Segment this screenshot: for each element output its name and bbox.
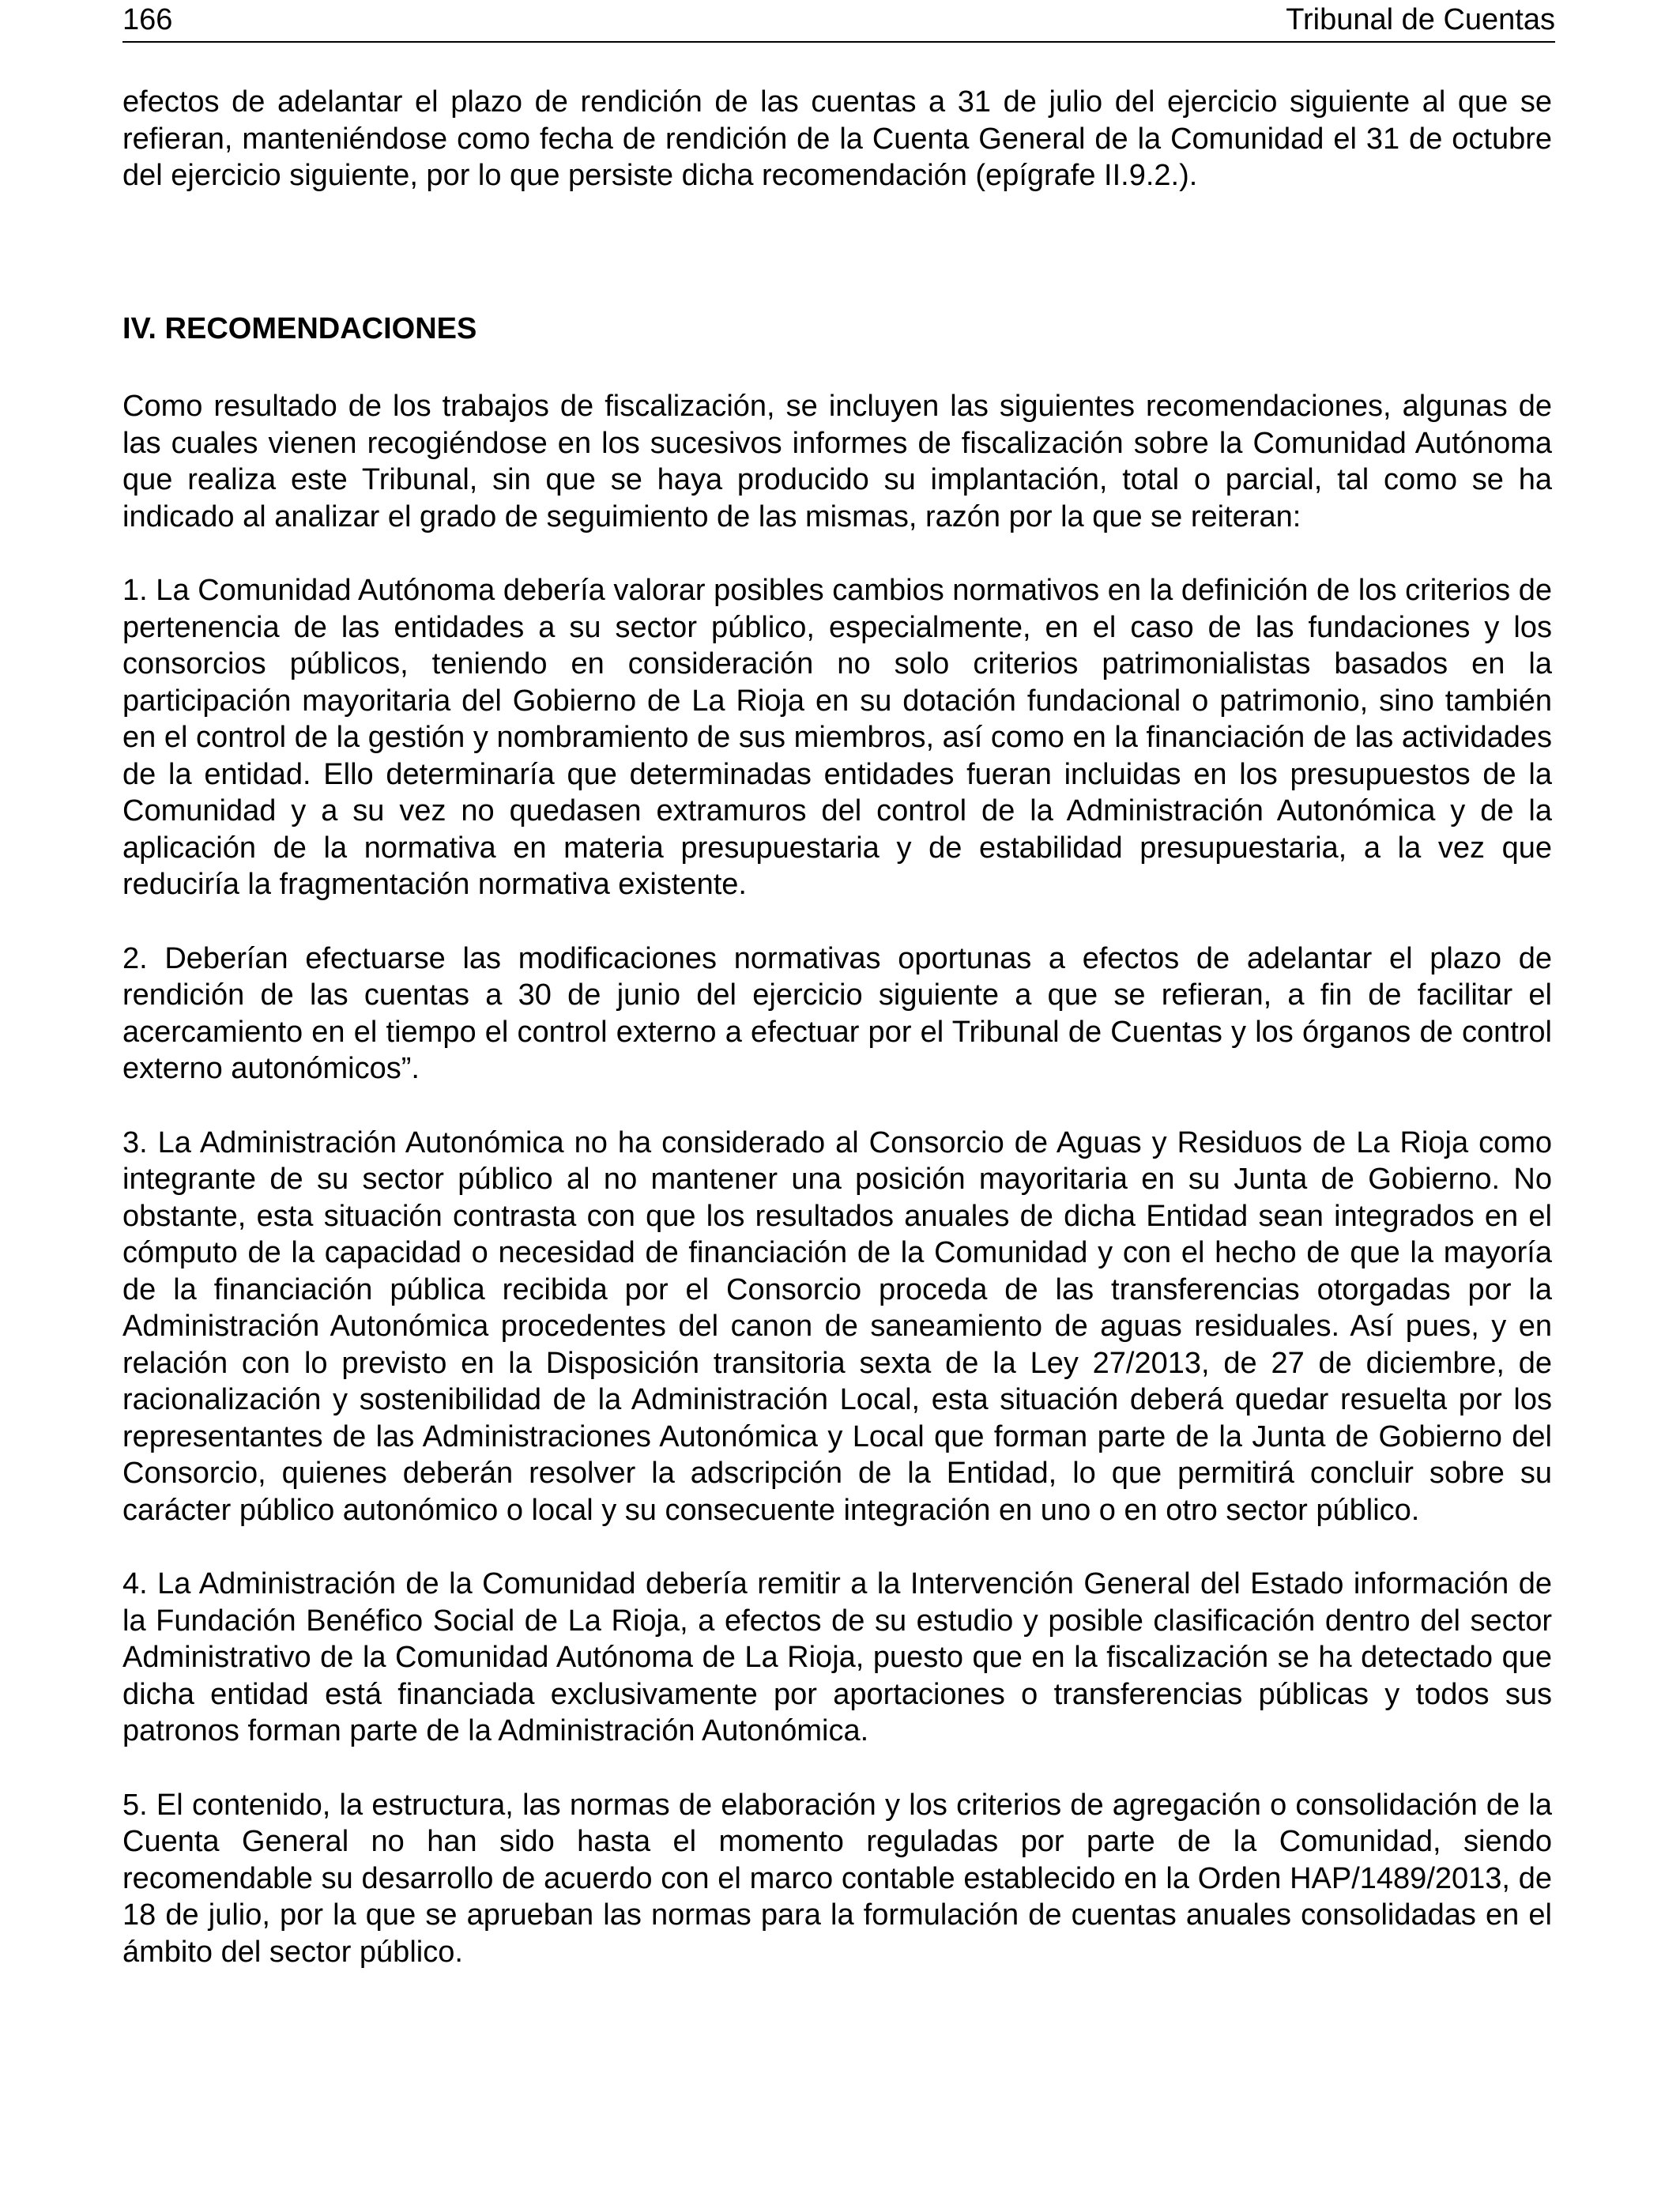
running-title: Tribunal de Cuentas bbox=[1286, 3, 1555, 36]
page-header bbox=[122, 0, 1555, 43]
page-body bbox=[122, 84, 1552, 2007]
section-intro-paragraph: Como resultado de los trabajos de fiscalización, se incluyen las siguientes recomendaciones, algunas de las cuales vienen recogiéndose en los sucesivos informes de fiscalización sobre la Comunidad Autónoma que realiza este Tribunal, sin que se haya producido su implantación, total o parcial, tal como se ha indicado al analizar el grado de seguimiento de las mismas, razón por la que se reiteran: bbox=[122, 390, 1552, 533]
continuation-paragraph: efectos de adelantar el plazo de rendición de las cuentas a 31 de julio del ejercicio siguiente al que se refieran, manteniéndose como fecha de rendición de la Cuenta General de la Comunidad el 31 de octubre del ejercicio siguiente, por lo que persiste dicha recomendación (epígrafe II.9.2.). bbox=[122, 85, 1552, 192]
section-heading: IV. RECOMENDACIONES bbox=[122, 311, 477, 345]
recommendation-4: 4. La Administración de la Comunidad debería remitir a la Intervención General del Estado información de la Fundación Benéfico Social de La Rioja, a efectos de su estudio y posible clasificación dentro del sector Administrativo de la Comunidad Autónoma de La Rioja, puesto que en la fiscalización se ha detectado que dicha entidad está financiada exclusivamente por aportaciones o transferencias públicas y todos sus patronos forman parte de la Administración Autonómica. bbox=[122, 1567, 1552, 1747]
recommendation-5: 5. El contenido, la estructura, las normas de elaboración y los criterios de agregación o consolidación de la Cuenta General no han sido hasta el momento reguladas por parte de la Comunidad, siendo recomendable su desarrollo de acuerdo con el marco contable establecido en la Orden HAP/1489/2013, de 18 de julio, por la que se aprueban las normas para la formulación de cuentas anuales consolidadas en el ámbito del sector público. bbox=[122, 1788, 1552, 1969]
recommendation-3: 3. La Administración Autonómica no ha considerado al Consorcio de Aguas y Residuos de La Rioja como integrante de su sector público al no mantener una posición mayoritaria en su Junta de Gobierno. No obstante, esta situación contrasta con que los resultados anuales de dicha Entidad sean integrados en el cómputo de la capacidad o necesidad de financiación de la Comunidad y con el hecho de que la mayoría de la financiación pública recibida por el Consorcio proceda de las transferencias otorgadas por la Administración Autonómica procedentes del canon de saneamiento de aguas residuales. Así pues, y en relación con lo previsto en la Disposición transitoria sexta de la Ley 27/2013, de 27 de diciembre, de racionalización y sostenibilidad de la Administración Local, esta situación deberá quedar resuelta por los representantes de las Administraciones Autonómica y Local que forman parte de la Junta de Gobierno del Consorcio, quienes deberán resolver la adscripción de la Entidad, lo que permitirá concluir sobre su carácter público autonómico o local y su consecuente integración en uno o en otro sector público. bbox=[122, 1125, 1552, 1527]
recommendation-1: 1. La Comunidad Autónoma debería valorar posibles cambios normativos en la definición de los criterios de pertenencia de las entidades a su sector público, especialmente, en el caso de las fundaciones y los consorcios públicos, teniendo en consideración no solo criterios patrimonialistas basados en la participación mayoritaria del Gobierno de La Rioja en su dotación fundacional o patrimonio, sino también en el control de la gestión y nombramiento de sus miembros, así como en la financiación de las actividades de la entidad. Ello determinaría que determinadas entidades fueran incluidas en los presupuestos de la Comunidad y a su vez no quedasen extramuros del control de la Administración Autonómica y de la aplicación de la normativa en materia presupuestaria y de estabilidad presupuestaria, a la vez que reduciría la fragmentación normativa existente. bbox=[122, 574, 1552, 901]
page-number: 166 bbox=[122, 3, 173, 36]
recommendation-2: 2. Deberían efectuarse las modificaciones normativas oportunas a efectos de adelantar el plazo de rendición de las cuentas a 30 de junio del ejercicio siguiente a que se refieran, a fin de facilitar el acercamiento en el tiempo el control externo a efectuar por el Tribunal de Cuentas y los órganos de control externo autonómicos”. bbox=[122, 941, 1552, 1085]
